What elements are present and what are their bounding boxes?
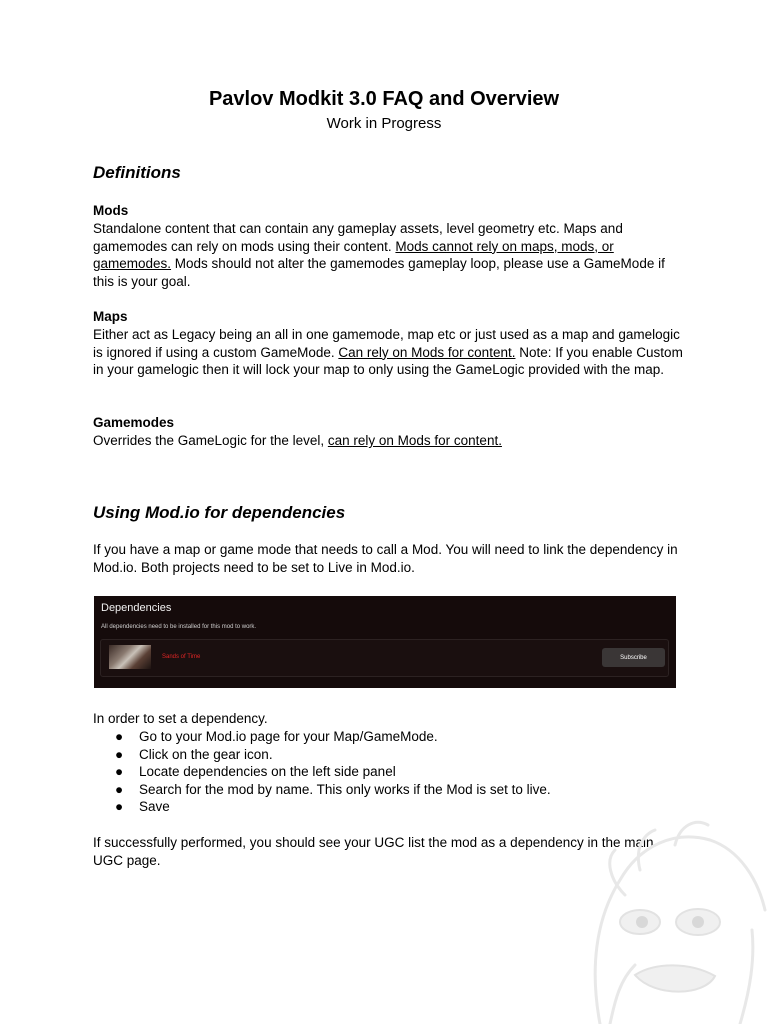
bullet-icon: ● [115, 781, 124, 797]
maps-text-1: Either act as Legacy being an all in one gamemode, map etc or just used as a map and gamelogic is ignored if using a custom GameMode. [93, 327, 680, 360]
list-item [93, 746, 551, 764]
list-item [93, 763, 551, 781]
dependencies-panel-subtitle: All dependencies need to be installed for this mod to work. [101, 624, 257, 630]
gamemodes-heading: Gamemodes [93, 415, 175, 430]
step-text: Locate dependencies on the left side panel [139, 764, 396, 780]
dependencies-panel-title: Dependencies [101, 602, 172, 614]
dependency-item [100, 639, 669, 677]
definitions-heading: Definitions [93, 163, 181, 182]
bullet-icon: ● [115, 764, 124, 780]
maps-underline: Can rely on Mods for content. [338, 344, 516, 360]
maps-heading: Maps [93, 309, 128, 324]
mods-underline: Mods cannot rely on maps, mods, or gamemodes. [93, 238, 614, 272]
maps-paragraph [93, 326, 683, 379]
subscribe-button[interactable]: Subscribe [602, 648, 665, 667]
steps-intro: In order to set a dependency. [93, 711, 268, 726]
bullet-icon: ● [115, 746, 124, 762]
mods-paragraph [93, 220, 683, 290]
step-text: Go to your Mod.io page for your Map/GameMode. [139, 729, 438, 744]
mods-text-2: Mods should not alter the gamemodes gameplay loop, please use a GameMode if this is your goal. [93, 256, 665, 289]
steps-list [93, 728, 551, 816]
bullet-icon: ● [115, 799, 124, 815]
maps-text-2: Note: If you enable Custom in your gamelogic then it will lock your map to only using the GameLogic provided with the map. [93, 344, 683, 378]
dependency-name: Sands of Time [162, 654, 201, 660]
step-text: Save [139, 799, 170, 815]
mascot-watermark-icon [580, 800, 768, 1024]
gamemodes-text-1: Overrides the GameLogic for the level, [93, 433, 328, 448]
document-title: Pavlov Modkit 3.0 FAQ and Overview [208, 88, 560, 110]
list-item [93, 798, 551, 816]
modio-heading: Using Mod.io for dependencies [93, 503, 346, 522]
bullet-icon: ● [115, 729, 124, 744]
document-subtitle: Work in Progress [326, 115, 442, 132]
dependencies-panel-screenshot [94, 596, 676, 688]
mods-text-1: Standalone content that can contain any gameplay assets, level geometry etc. Maps and gamemodes can rely on mods using their content. [93, 221, 623, 254]
mods-heading: Mods [93, 203, 129, 218]
outro-paragraph: If successfully performed, you should see your UGC list the mod as a dependency in the main UGC page. [93, 835, 654, 868]
dependency-thumbnail [109, 645, 151, 669]
gamemodes-paragraph [93, 432, 683, 450]
step-text: Click on the gear icon. [139, 746, 273, 762]
modio-intro: If you have a map or game mode that needs to call a Mod. You will need to link the dependency in Mod.io. Both projects need to be set to Live in Mod.io. [93, 542, 678, 575]
list-item [93, 781, 551, 799]
gamemodes-underline: can rely on Mods for content. [327, 433, 502, 448]
step-text: Search for the mod by name. This only works if the Mod is set to live. [139, 781, 551, 797]
list-item [93, 728, 551, 746]
